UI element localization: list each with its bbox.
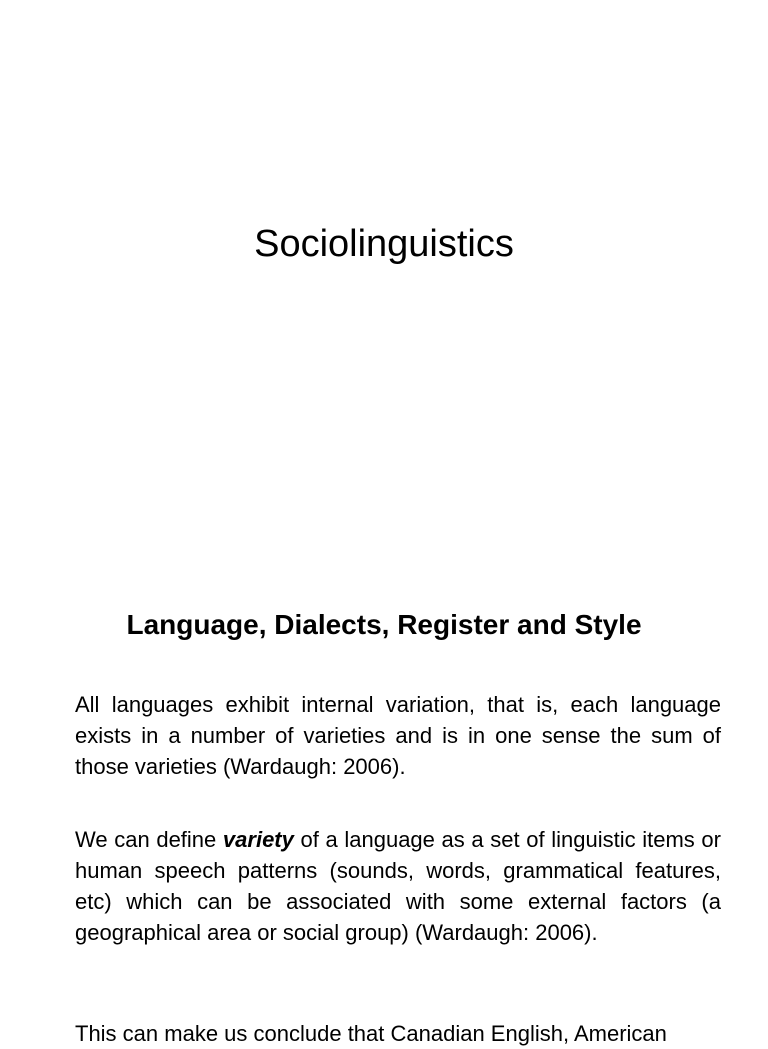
paragraph-text-before-term: We can define [75, 827, 223, 852]
paragraph-varieties: All languages exhibit internal variation, that is, each language exists in a number of varieties and is in one sense the sum of those varieties (Wardaugh: 2006). [75, 692, 721, 779]
paragraph-text-after-term: of a language as a set of linguistic items or human speech patterns (sounds, words, grammatical features, etc) which can be associated with some external factors (a geographical area or social group) (Wardaugh: 2006). [75, 827, 721, 945]
paragraph-variety-definition [75, 824, 721, 948]
variety-term: variety [222, 827, 294, 852]
paragraph-conclusion: This can make us conclude that Canadian English, American [75, 1021, 667, 1046]
slide-title: Sociolinguistics [254, 223, 514, 265]
section-heading: Language, Dialects, Register and Style [126, 609, 642, 640]
